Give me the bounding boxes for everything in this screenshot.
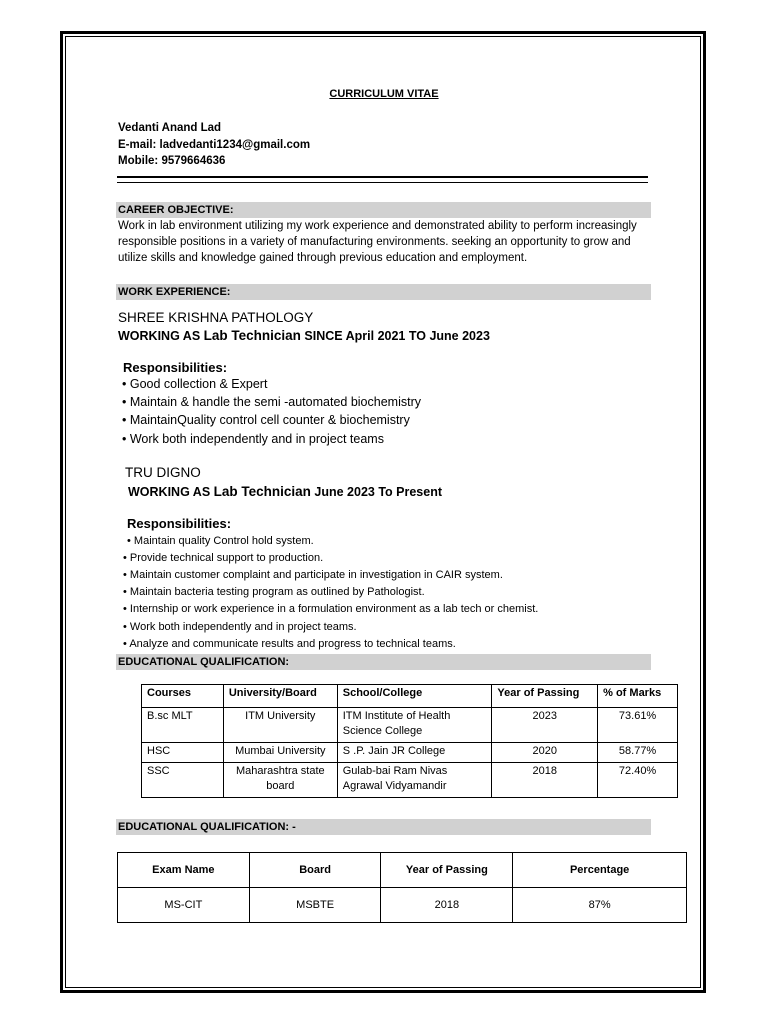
education-table — [141, 684, 678, 798]
table-cell: HSC — [142, 743, 224, 763]
column-header: Board — [249, 853, 381, 888]
table-header-row — [142, 685, 678, 708]
table-cell: Mumbai University — [223, 743, 337, 763]
table-cell: ITM Institute of Health Science College — [337, 708, 492, 743]
job2-period: June 2023 To Present — [310, 485, 443, 499]
column-header: Year of Passing — [492, 685, 598, 708]
table-row — [142, 743, 678, 763]
job2-responsibility: • Maintain bacteria testing program as outlined by Pathologist. — [123, 586, 425, 598]
computer-course-table — [117, 852, 687, 923]
job1-responsibility: • Good collection & Expert — [122, 377, 268, 391]
column-header: % of Marks — [598, 685, 678, 708]
job1-responsibility: • Work both independently and in project teams — [122, 432, 384, 446]
column-header: Exam Name — [118, 853, 250, 888]
table-cell: 73.61% — [598, 708, 678, 743]
table-row — [142, 708, 678, 743]
job2-working-line — [128, 484, 442, 499]
table-cell: ITM University — [223, 708, 337, 743]
job2-responsibility: • Internship or work experience in a formulation environment as a lab tech or chemist. — [123, 603, 539, 615]
table-cell: SSC — [142, 763, 224, 798]
career-objective-text: Work in lab environment utilizing my work experience and demonstrated ability to perform increasingly responsible positions in a variety of manufacturing environments. seeking an opportunity to grow and utilize skills and knowledge gained through previous education and employment. — [118, 220, 637, 264]
job1-responsibility: • MaintainQuality control cell counter & biochemistry — [122, 413, 410, 427]
career-objective-heading: CAREER OBJECTIVE: — [116, 202, 651, 218]
table-cell: S .P. Jain JR College — [337, 743, 492, 763]
column-header: Courses — [142, 685, 224, 708]
column-header: Percentage — [513, 853, 687, 888]
job1-working-line — [118, 328, 490, 343]
job2-company: TRU DIGNO — [125, 465, 201, 480]
page-border-inner — [65, 36, 701, 988]
document-title: CURRICULUM VITAE — [329, 88, 439, 100]
table-cell: MS-CIT — [118, 888, 250, 923]
table-row — [118, 888, 687, 923]
work-experience-heading: WORK EXPERIENCE: — [116, 284, 651, 300]
candidate-name: Vedanti Anand Lad — [118, 122, 222, 134]
table-cell: Maharashtra state board — [223, 763, 337, 798]
job2-responsibility: • Provide technical support to production. — [123, 552, 324, 564]
divider-thin — [117, 182, 648, 183]
job1-working-prefix: WORKING AS — [118, 329, 204, 343]
job2-responsibility: • Work both independently and in project teams. — [123, 621, 357, 633]
email-line: E-mail: ladvedanti1234@gmail.com — [118, 139, 311, 151]
table-cell: 2020 — [492, 743, 598, 763]
mobile-line: Mobile: 9579664636 — [118, 155, 226, 167]
job2-working-prefix: WORKING AS — [128, 485, 214, 499]
job2-role: Lab Technician — [213, 484, 311, 499]
education2-heading: EDUCATIONAL QUALIFICATION: - — [116, 819, 651, 835]
table-row — [142, 763, 678, 798]
column-header: Year of Passing — [381, 853, 513, 888]
table-header-row — [118, 853, 687, 888]
table-cell: MSBTE — [249, 888, 381, 923]
table-cell: 72.40% — [598, 763, 678, 798]
job1-role: Lab Technician — [203, 328, 301, 343]
table-cell: 2023 — [492, 708, 598, 743]
job2-responsibility: • Maintain customer complaint and participate in investigation in CAIR system. — [123, 569, 503, 581]
table-cell: B.sc MLT — [142, 708, 224, 743]
education-heading: EDUCATIONAL QUALIFICATION: — [116, 654, 651, 670]
job2-responsibilities-heading: Responsibilities: — [127, 516, 232, 531]
table-cell: 58.77% — [598, 743, 678, 763]
table-cell: 87% — [513, 888, 687, 923]
divider-thick — [117, 176, 648, 178]
job1-responsibility: • Maintain & handle the semi -automated biochemistry — [122, 395, 421, 409]
table-cell: 2018 — [381, 888, 513, 923]
job1-responsibilities-heading: Responsibilities: — [123, 360, 228, 375]
job1-company: SHREE KRISHNA PATHOLOGY — [118, 310, 314, 325]
table-cell: 2018 — [492, 763, 598, 798]
column-header: University/Board — [223, 685, 337, 708]
job2-responsibility: • Analyze and communicate results and progress to technical teams. — [123, 638, 456, 650]
job1-period: SINCE April 2021 TO June 2023 — [300, 329, 490, 343]
table-cell: Gulab-bai Ram Nivas Agrawal Vidyamandir — [337, 763, 492, 798]
column-header: School/College — [337, 685, 492, 708]
job2-responsibility: • Maintain quality Control hold system. — [127, 535, 314, 547]
